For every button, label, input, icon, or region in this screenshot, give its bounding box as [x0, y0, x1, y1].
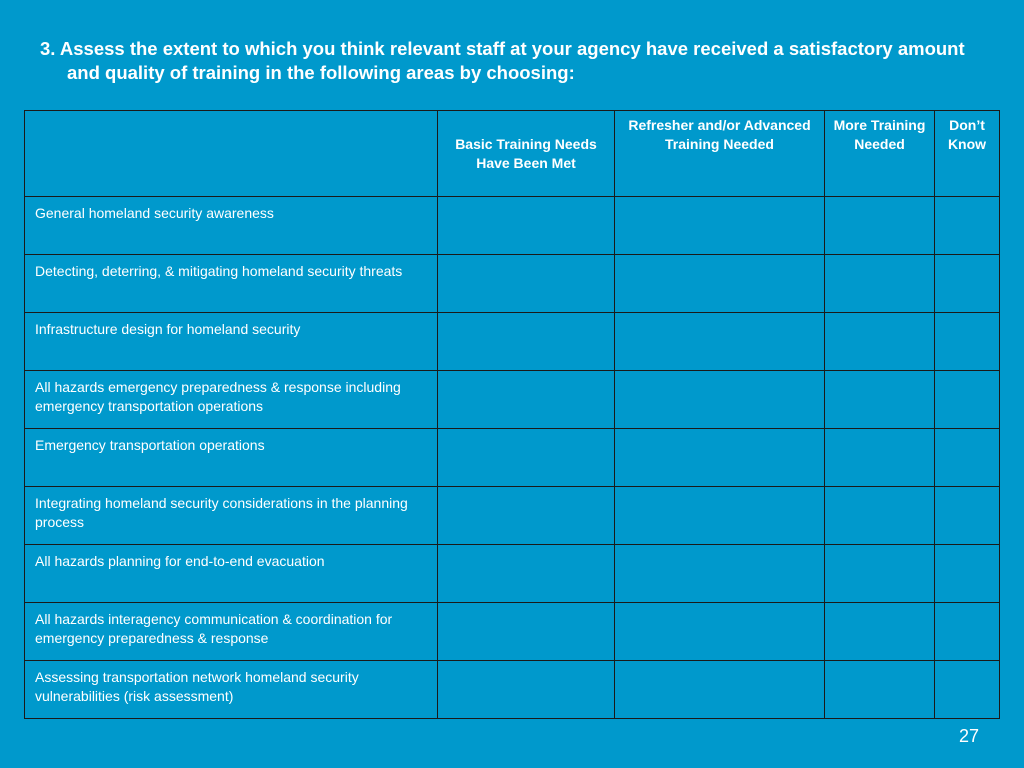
table-row	[25, 545, 1000, 603]
training-assessment-table	[24, 110, 1000, 719]
question-text: 3. Assess the extent to which you think relevant staff at your agency have received a satisfactory amount and quality of training in the following areas by choosing:	[40, 38, 965, 83]
row-topic: All hazards interagency communication & coordination for emergency preparedness & response	[25, 603, 438, 661]
cell-dont-know[interactable]	[935, 603, 1000, 661]
cell-refresher-advanced-needed[interactable]	[615, 487, 825, 545]
cell-refresher-advanced-needed[interactable]	[615, 429, 825, 487]
cell-more-training-needed[interactable]	[825, 255, 935, 313]
header-refresher-advanced-needed: Refresher and/or Advanced Training Needed	[615, 111, 825, 197]
cell-refresher-advanced-needed[interactable]	[615, 661, 825, 719]
cell-basic-training-met[interactable]	[438, 661, 615, 719]
cell-refresher-advanced-needed[interactable]	[615, 197, 825, 255]
cell-basic-training-met[interactable]	[438, 545, 615, 603]
cell-refresher-advanced-needed[interactable]	[615, 603, 825, 661]
cell-basic-training-met[interactable]	[438, 255, 615, 313]
table-row	[25, 255, 1000, 313]
cell-refresher-advanced-needed[interactable]	[615, 545, 825, 603]
row-topic: All hazards emergency preparedness & response including emergency transportation operations	[25, 371, 438, 429]
cell-dont-know[interactable]	[935, 255, 1000, 313]
table-row	[25, 487, 1000, 545]
header-topic	[25, 111, 438, 197]
cell-refresher-advanced-needed[interactable]	[615, 371, 825, 429]
cell-more-training-needed[interactable]	[825, 661, 935, 719]
cell-basic-training-met[interactable]	[438, 197, 615, 255]
table-row	[25, 603, 1000, 661]
cell-dont-know[interactable]	[935, 313, 1000, 371]
table-row	[25, 371, 1000, 429]
page-number: 27	[958, 726, 979, 746]
cell-refresher-advanced-needed[interactable]	[615, 255, 825, 313]
row-topic: Detecting, deterring, & mitigating homeland security threats	[25, 255, 438, 313]
cell-dont-know[interactable]	[935, 371, 1000, 429]
row-topic: General homeland security awareness	[25, 197, 438, 255]
table-header-row	[25, 111, 1000, 197]
cell-refresher-advanced-needed[interactable]	[615, 313, 825, 371]
table-row	[25, 429, 1000, 487]
row-topic: Integrating homeland security considerations in the planning process	[25, 487, 438, 545]
cell-basic-training-met[interactable]	[438, 487, 615, 545]
table-row	[25, 661, 1000, 719]
row-topic: Infrastructure design for homeland security	[25, 313, 438, 371]
header-dont-know: Don’t Know	[935, 111, 1000, 197]
row-topic: All hazards planning for end-to-end evacuation	[25, 545, 438, 603]
row-topic: Assessing transportation network homeland security vulnerabilities (risk assessment)	[25, 661, 438, 719]
cell-dont-know[interactable]	[935, 197, 1000, 255]
header-more-training-needed: More Training Needed	[825, 111, 935, 197]
table-row	[25, 313, 1000, 371]
cell-more-training-needed[interactable]	[825, 429, 935, 487]
cell-more-training-needed[interactable]	[825, 313, 935, 371]
table-row	[25, 197, 1000, 255]
cell-dont-know[interactable]	[935, 429, 1000, 487]
cell-basic-training-met[interactable]	[438, 429, 615, 487]
cell-more-training-needed[interactable]	[825, 545, 935, 603]
cell-more-training-needed[interactable]	[825, 487, 935, 545]
cell-basic-training-met[interactable]	[438, 313, 615, 371]
cell-basic-training-met[interactable]	[438, 371, 615, 429]
cell-more-training-needed[interactable]	[825, 371, 935, 429]
cell-more-training-needed[interactable]	[825, 197, 935, 255]
cell-basic-training-met[interactable]	[438, 603, 615, 661]
cell-more-training-needed[interactable]	[825, 603, 935, 661]
row-topic: Emergency transportation operations	[25, 429, 438, 487]
cell-dont-know[interactable]	[935, 661, 1000, 719]
header-basic-training-met: Basic Training Needs Have Been Met	[438, 111, 615, 197]
cell-dont-know[interactable]	[935, 545, 1000, 603]
cell-dont-know[interactable]	[935, 487, 1000, 545]
